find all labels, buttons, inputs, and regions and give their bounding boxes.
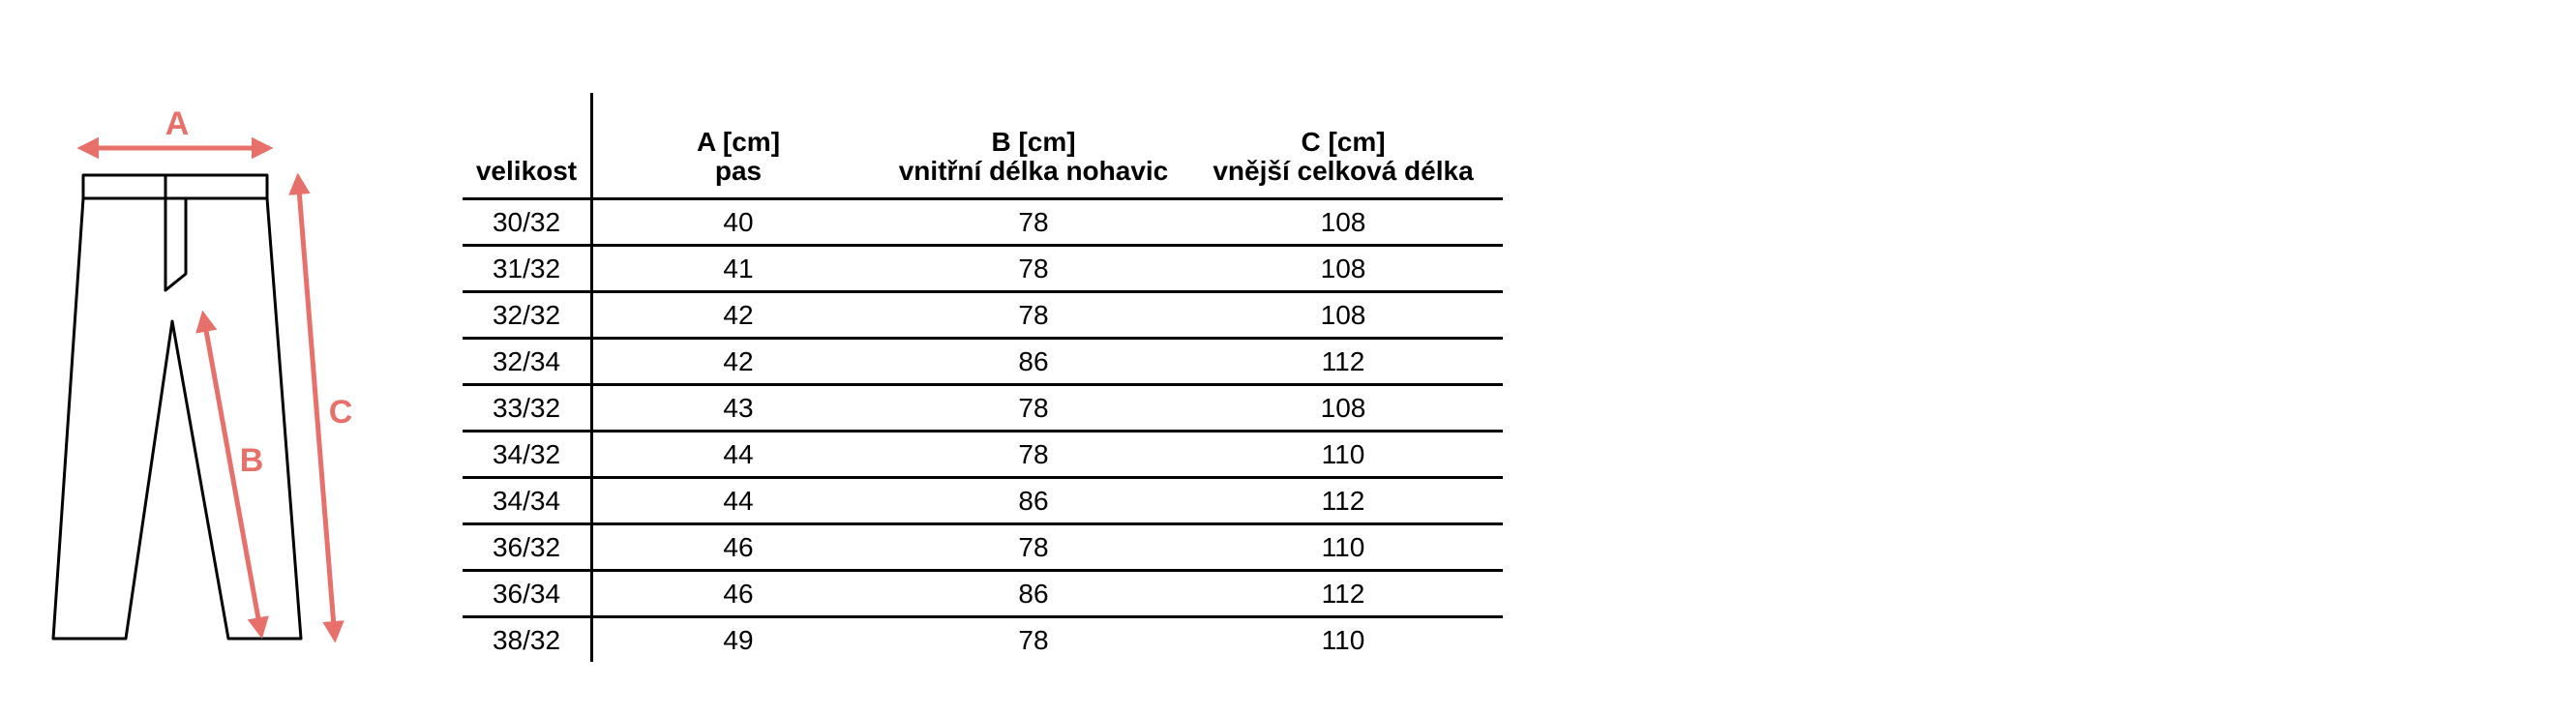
- trousers-icon: [53, 175, 301, 639]
- inseam-cell: 78: [884, 385, 1183, 432]
- table-header-row: [463, 93, 1503, 199]
- inseam-cell: 78: [884, 432, 1183, 478]
- size-cell: 36/32: [463, 524, 592, 571]
- waist-cell: 42: [592, 339, 884, 385]
- header-waist-label: pas: [714, 156, 763, 186]
- size-cell: 33/32: [463, 385, 592, 432]
- waist-cell: 43: [592, 385, 884, 432]
- table-row: [463, 246, 1503, 292]
- outer-length-cell: 108: [1183, 292, 1503, 339]
- outer-length-cell: 110: [1321, 624, 1365, 655]
- table-row: [463, 524, 1503, 571]
- size-cell: 32/34: [463, 339, 592, 385]
- table-row: [463, 432, 1503, 478]
- size-cell: 34/34: [463, 478, 592, 524]
- waist-cell: 44: [592, 432, 884, 478]
- outer-length-cell: 112: [1183, 571, 1503, 617]
- table-row: [463, 385, 1503, 432]
- header-inseam: [884, 93, 1183, 199]
- header-outer-length: [1183, 93, 1503, 199]
- inseam-cell: 78: [884, 524, 1183, 571]
- dimension-a-label: A: [165, 105, 190, 142]
- waist-cell: 44: [592, 478, 884, 524]
- table-row: [463, 571, 1503, 617]
- inseam-cell: 78: [884, 246, 1183, 292]
- size-table: [463, 93, 1503, 662]
- inseam-cell: 78: [884, 292, 1183, 339]
- waist-cell: 46: [592, 571, 884, 617]
- waist-cell: 46: [592, 524, 884, 571]
- dimension-b-label: B: [239, 442, 264, 479]
- size-cell: 31/32: [463, 246, 592, 292]
- outer-length-cell: 110: [1183, 432, 1503, 478]
- table-row: [463, 478, 1503, 524]
- outer-length-cell: 112: [1183, 339, 1503, 385]
- inseam-cell: 78: [1018, 624, 1049, 655]
- size-cell: 36/34: [463, 571, 592, 617]
- size-cell: 38/32: [463, 617, 592, 663]
- size-cell: 32/32: [463, 292, 592, 339]
- header-outer-length-label: vnější celková délka: [1213, 156, 1474, 186]
- waist-cell: 42: [592, 292, 884, 339]
- dimension-arrows: [81, 148, 335, 639]
- table-row: [463, 339, 1503, 385]
- table-row: [463, 199, 1503, 246]
- outer-length-cell: 112: [1183, 478, 1503, 524]
- inseam-cell: 86: [884, 571, 1183, 617]
- header-waist-unit: A [cm]: [696, 127, 781, 157]
- fly: [165, 175, 186, 290]
- inseam-cell: 86: [884, 478, 1183, 524]
- trousers-outline: [53, 198, 301, 639]
- waistband: [83, 175, 267, 198]
- trousers-measurement-diagram: [0, 0, 426, 716]
- dimension-c-label: C: [328, 394, 353, 431]
- table-row: [463, 617, 1503, 663]
- outer-length-cell: 110: [1183, 524, 1503, 571]
- table-row: [463, 292, 1503, 339]
- outer-length-cell: 108: [1183, 199, 1503, 246]
- waist-cell: 49: [723, 624, 754, 655]
- waist-cell: 41: [592, 246, 884, 292]
- outer-length-cell: 108: [1183, 385, 1503, 432]
- size-cell: 30/32: [463, 199, 592, 246]
- waist-cell: 40: [592, 199, 884, 246]
- outer-length-cell: 108: [1183, 246, 1503, 292]
- header-size: [463, 93, 592, 199]
- header-size-label: velikost: [475, 156, 578, 186]
- header-inseam-label: vnitřní délka nohavic: [898, 156, 1169, 186]
- size-cell: 34/32: [463, 432, 592, 478]
- header-inseam-unit: B [cm]: [991, 127, 1076, 157]
- inseam-cell: 78: [884, 199, 1183, 246]
- header-outer-length-unit: C [cm]: [1301, 127, 1386, 157]
- inseam-cell: 86: [884, 339, 1183, 385]
- header-waist: [592, 93, 884, 199]
